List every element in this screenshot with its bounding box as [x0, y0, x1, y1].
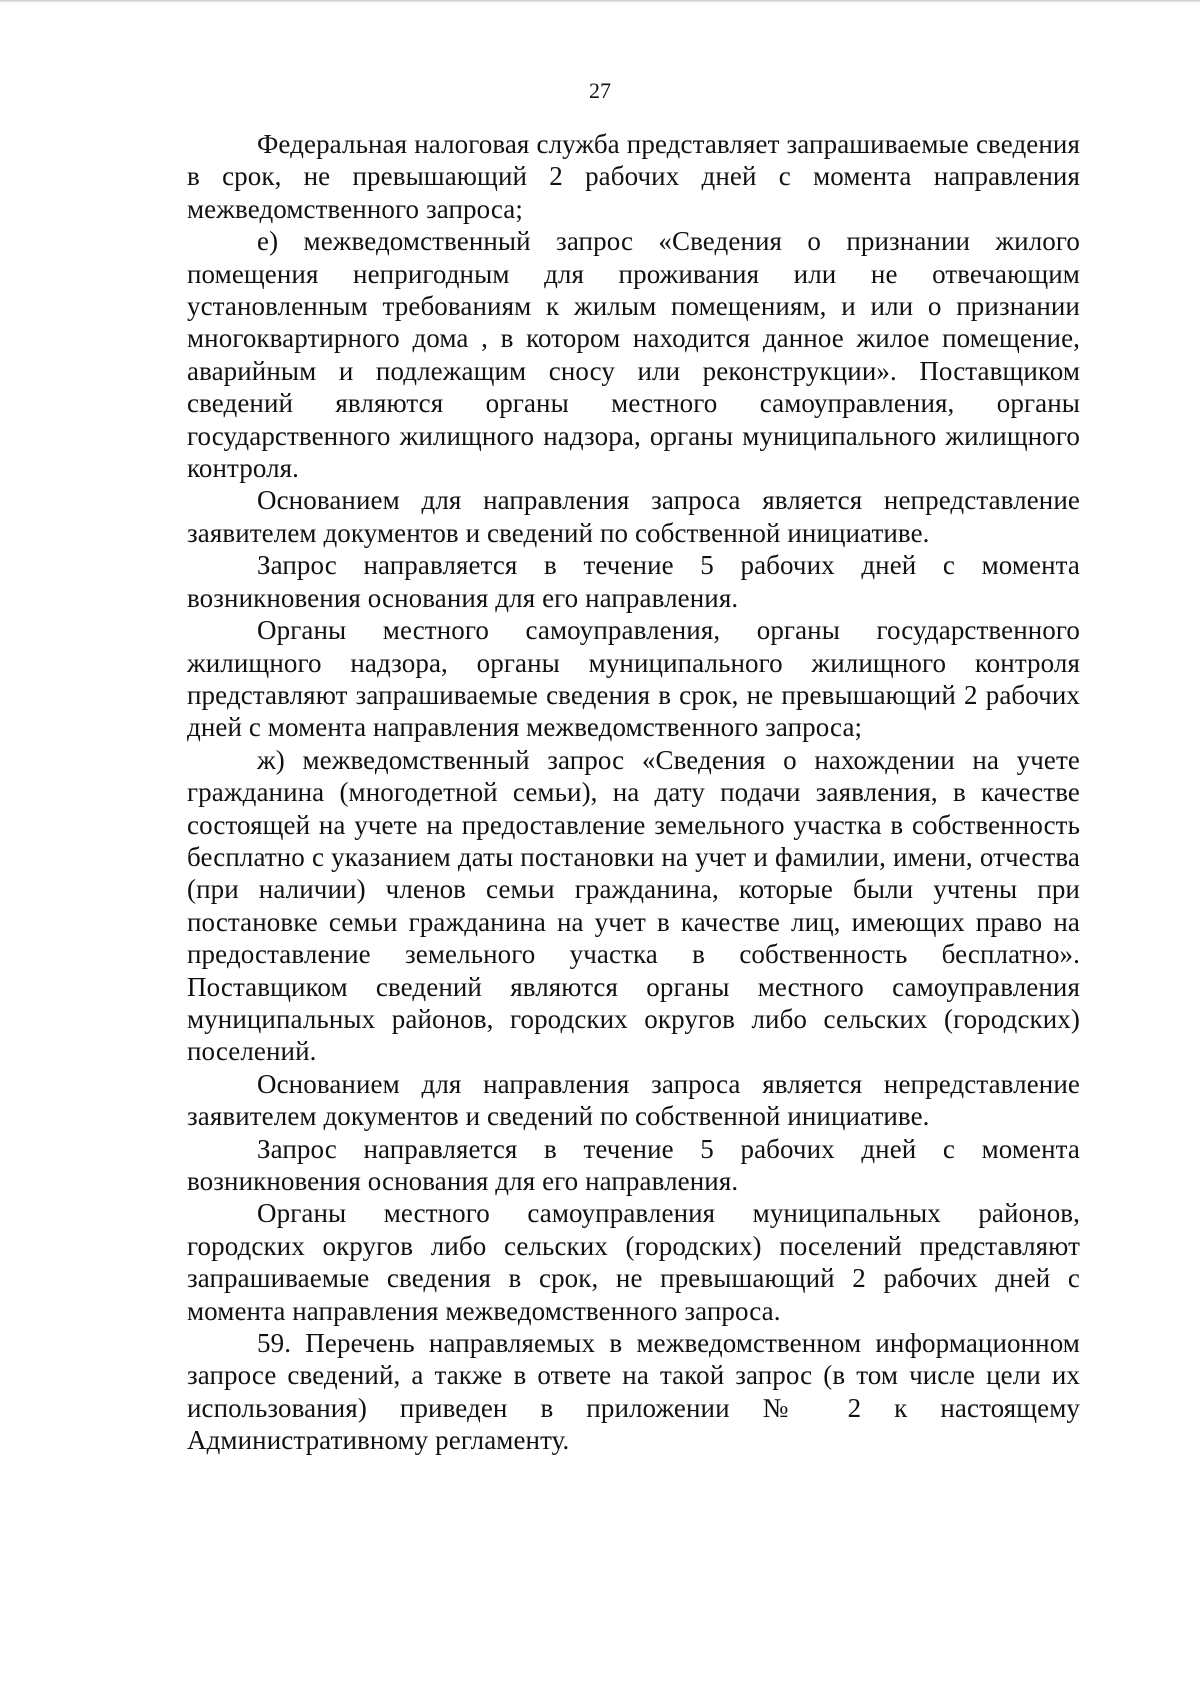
paragraph-basis-e: Основанием для направления запроса является непредставление заявителем документов и сведений по собственной инициативе.: [187, 485, 1080, 548]
paragraph-deadline-zh: Запрос направляется в течение 5 рабочих дней с момента возникновения основания для его направления.: [187, 1133, 1080, 1196]
paragraph-deadline-e: Запрос направляется в течение 5 рабочих дней с момента возникновения основания для его направления.: [187, 550, 1080, 613]
paragraph-request-e: е) межведомственный запрос «Сведения о признании жилого помещения непригодным для проживания или не отвечающим установленным требованиям к жилым помещениям, и или о признании многоквартирного дома , в котором находится данное жилое помещение, аварийным и подлежащим сносу или реконструкции». Поставщиком сведений являются органы местного самоуправления, органы государственного жилищного надзора, органы муниципального жилищного контроля.: [187, 226, 1080, 484]
paragraph-request-zh: ж) межведомственный запрос «Сведения о нахождении на учете гражданина (многодетной семьи), на дату подачи заявления, в качестве состоящей на учете на предоставление земельного участка в собственность бесплатно с указанием даты постановки на учет и фамилии, имени, отчества (при наличии) членов семьи гражданина, которые были учтены при постановке семьи гражданина на учет в качестве лиц, имеющих право на предоставление земельного участка в собственность бесплатно». Поставщиком сведений являются органы местного самоуправления муниципальных районов, городских округов либо сельских (городских) поселений.: [187, 744, 1080, 1067]
paragraph-response-e: Органы местного самоуправления, органы государственного жилищного надзора, органы муниципального жилищного контроля представляют запрашиваемые сведения в срок, не превышающий 2 рабочих дней с момента направления межведомственного запроса;: [187, 615, 1080, 743]
paragraph-response-zh: Органы местного самоуправления муниципальных районов, городских округов либо сельских (городских) поселений представляют запрашиваемые сведения в срок, не превышающий 2 рабочих дней с момента направления межведомственного запроса.: [187, 1198, 1080, 1326]
paragraph-item-59: 59. Перечень направляемых в межведомственном информационном запросе сведений, а также в ответе на такой запрос (в том числе цели их использования) приведен в приложении № 2 к настоящему Административному регламенту.: [187, 1328, 1080, 1456]
paragraph-basis-zh: Основанием для направления запроса является непредставление заявителем документов и сведений по собственной инициативе.: [187, 1068, 1080, 1132]
paragraph-fns-response: Федеральная налоговая служба представляет запрашиваемые сведения в срок, не превышающий 2 рабочих дней с момента направления межведомственного запроса;: [187, 129, 1080, 224]
scan-edge: [0, 0, 1200, 3]
page-number: 27: [589, 78, 611, 103]
document-body: [187, 128, 1080, 1457]
